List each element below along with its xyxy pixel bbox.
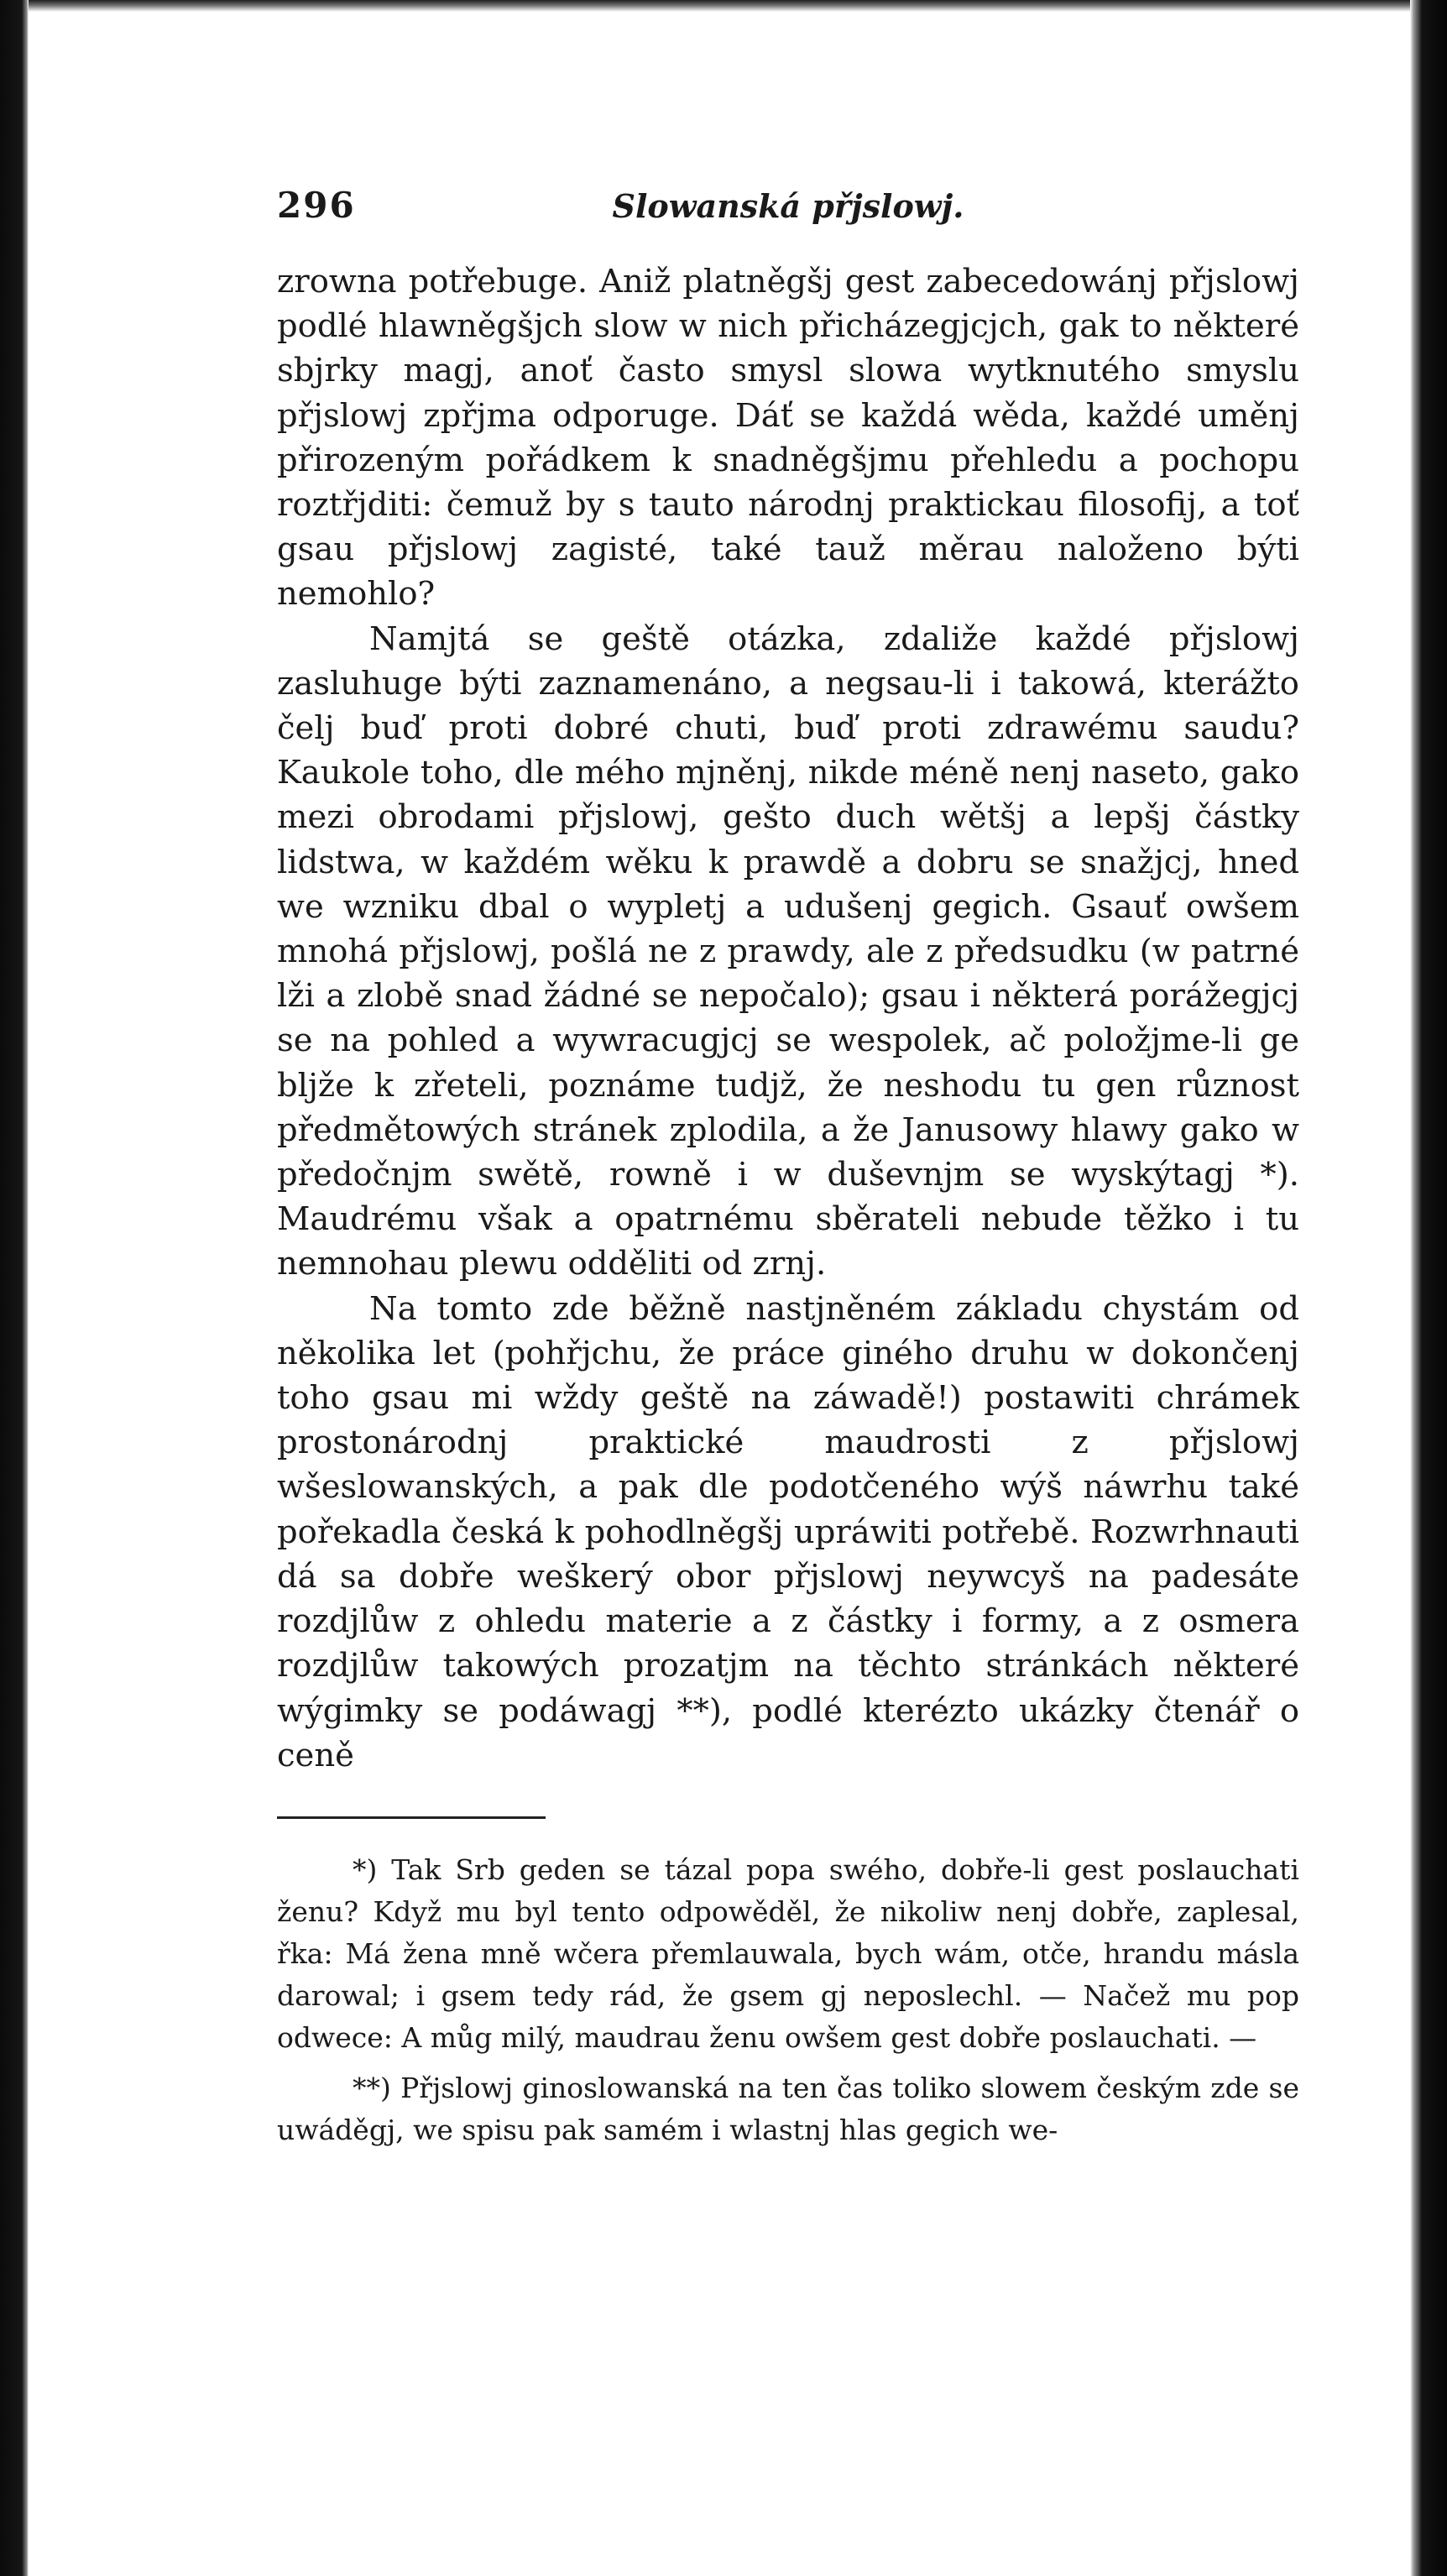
scan-border-left <box>0 0 29 2576</box>
footnote: **) Přjslowj ginoslowanská na ten čas toliko slowem českým zde se uwáděgj, we spisu pak samém i wlastnj hlas gegich we- <box>277 2071 1299 2146</box>
scan-border-top <box>29 0 1410 12</box>
book-page <box>277 185 1299 2151</box>
body-text <box>277 259 1299 1778</box>
footnote: *) Tak Srb geden se tázal popa swého, dobře-li gest poslauchati ženu? Když mu byl tento odpowěděl, že nikoliw nenj dobře, zaplesal, řka: Má žena mně wčera přemlauwala, bych wám, otče, hrandu másla darowal; i gsem tedy rád, že gsem gj neposlechl. — Načež mu pop odwece: A můg milý, maudrau ženu owšem gest dobře poslauchati. — <box>277 1852 1299 2054</box>
scan-border-right <box>1410 0 1447 2576</box>
footnotes <box>277 1849 1299 2151</box>
running-head <box>277 185 1299 226</box>
paragraph-continued: zrowna potřebuge. Aniž platněgšj gest zabecedowánj přjslowj podlé hlawněgšjch slow w nich přicházegjcjch, gak to některé sbjrky magj, anoť často smysl slowa wytknutého smyslu přjslowj zpřjma odporuge. Dáť se každá wěda, každé uměnj přirozeným pořádkem k snadněgšjmu přehledu a pochopu roztřjditi: čemuž by s tauto národnj praktickau filosofij, a toť gsau přjslowj zagisté, také tauž měrau naloženo býti nemohlo? <box>277 263 1299 614</box>
footnote-divider <box>277 1816 546 1819</box>
paragraph: Na tomto zde běžně nastjněném základu chystám od několika let (pohřjchu, že práce giného druhu w dokončenj toho gsau mi wždy geště na záwadě!) postawiti chrámek prostonárodnj praktické maudrosti z přjslowj wšeslowanských, a pak dle podotčeného wýš náwrhu také pořekadla česká k pohodlněgšj upráwiti potřebě. Rozwrhnauti dá sa dobře weškerý obor přjslowj neywcyš na padesáte rozdjlůw z ohledu materie a z částky i formy, a z osmera rozdjlůw takowých prozatjm na těchto stránkách některé wýgimky se podáwagj **), podlé kterézto ukázky čtenář o ceně <box>277 1289 1299 1774</box>
paragraph: Namjtá se geště otázka, zdaliže každé přjslowj zasluhuge býti zaznamenáno, a negsau-li i takowá, kterážto čelj buď proti dobré chuti, buď proti zdrawému saudu? Kaukole toho, dle mého mjněnj, nikde méně nenj naseto, gako mezi obrodami přjslowj, gešto duch wětšj a lepšj částky lidstwa, w každém wěku k prawdě a dobru se snažjcj, hned we wzniku dbal o wypletj a udušenj gegich. Gsauť owšem mnohá přjslowj, pošlá ne z prawdy, ale z předsudku (w patrné lži a zlobě snad žádné se nepočalo); gsau i některá porážegjcj se na pohled a wywracugjcj se wespolek, ač položjme-li ge bljže k zřeteli, poznáme tudjž, že neshodu tu gen různost předmětowých stránek zplodila, a že Janusowy hlawy gako w předočnjm swětě, rowně i w duševnjm se wyskýtagj *). Maudrému však a opatrnému sběrateli nebude těžko i tu nemnohau plewu odděliti od zrnj. <box>277 619 1299 1283</box>
running-title: Slowanská přjslowj. <box>612 187 964 225</box>
page-number: 296 <box>277 185 356 226</box>
